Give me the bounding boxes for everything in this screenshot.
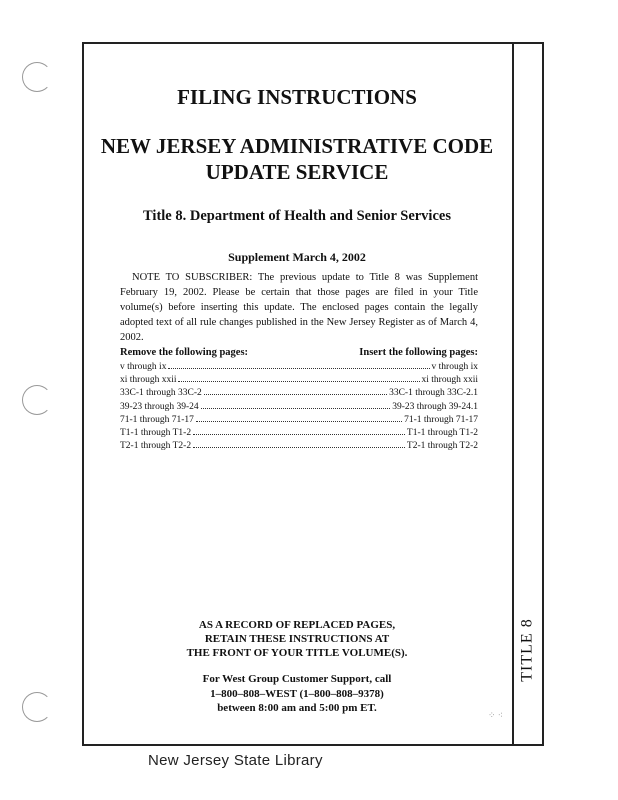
insert-pages: 33C-1 through 33C-2.1	[389, 388, 478, 399]
title-heading: Title 8. Department of Health and Senior Services	[143, 208, 451, 224]
table-row	[120, 441, 478, 454]
support-hours: between 8:00 am and 5:00 pm ET.	[217, 702, 377, 714]
table-row	[120, 375, 478, 388]
scan-speckle: ⁘ ⁖	[488, 710, 504, 720]
customer-support	[82, 672, 512, 716]
remove-pages: xi through xxii	[120, 375, 177, 386]
subscriber-note: NOTE TO SUBSCRIBER: The previous update to Title 8 was Supplement February 19, 2002. Please be certain that those pages are filed in your Title volume(s) before inserting this update. The enclosed pages contain the legally adopted text of all rule changes published in the New Jersey Register as of March 4, 2002.	[120, 272, 478, 343]
support-line1: For West Group Customer Support, call	[202, 673, 392, 685]
table-row	[120, 415, 478, 428]
dot-leader	[178, 381, 419, 382]
dot-leader	[201, 408, 391, 409]
dot-leader	[168, 368, 429, 369]
remove-pages: 39-23 through 39-24	[120, 401, 199, 412]
binder-hole-bottom	[22, 692, 52, 722]
code-title	[82, 133, 512, 185]
code-title-line1: NEW JERSEY ADMINISTRATIVE CODE	[100, 134, 494, 158]
retain-line1: AS A RECORD OF REPLACED PAGES,	[198, 619, 396, 631]
insert-pages: T2-1 through T2-2	[406, 441, 478, 452]
insert-pages: 39-23 through 39-24.1	[392, 401, 478, 412]
dot-leader	[196, 421, 402, 422]
insert-header: Insert the following pages:	[359, 347, 478, 358]
remove-pages: T1-1 through T1-2	[120, 427, 192, 438]
code-title-line2: UPDATE SERVICE	[205, 160, 389, 184]
insert-pages: v through ix	[431, 362, 478, 372]
remove-header: Remove the following pages:	[120, 347, 249, 358]
binder-hole-middle	[22, 385, 52, 415]
binder-hole-top	[22, 62, 52, 92]
dot-leader	[193, 447, 405, 448]
pages-table-header	[120, 347, 478, 358]
remove-pages: T2-1 through T2-2	[120, 441, 192, 452]
insert-pages: T1-1 through T1-2	[406, 427, 478, 438]
insert-pages: xi through xxii	[421, 375, 478, 386]
dot-leader	[204, 394, 387, 395]
library-stamp: New Jersey State Library	[148, 752, 323, 769]
remove-pages: v through ix	[120, 362, 167, 372]
retain-instructions	[82, 618, 512, 660]
pages-table	[120, 362, 478, 454]
remove-pages: 33C-1 through 33C-2	[120, 388, 202, 399]
side-tab-label	[512, 590, 544, 710]
table-row	[120, 402, 478, 415]
retain-line2: RETAIN THESE INSTRUCTIONS AT	[204, 633, 390, 645]
supplement-date: Supplement March 4, 2002	[228, 250, 366, 264]
tab-label-text: TITLE 8	[519, 618, 537, 682]
page-title: FILING INSTRUCTIONS	[177, 85, 417, 109]
table-row	[120, 388, 478, 401]
remove-pages: 71-1 through 71-17	[120, 414, 194, 425]
table-row	[120, 362, 478, 375]
insert-pages: 71-1 through 71-17	[404, 414, 478, 425]
table-row	[120, 428, 478, 441]
support-phone: 1–800–808–WEST (1–800–808–9378)	[210, 687, 384, 700]
dot-leader	[193, 434, 405, 435]
retain-line3: THE FRONT OF YOUR TITLE VOLUME(S).	[186, 647, 408, 659]
